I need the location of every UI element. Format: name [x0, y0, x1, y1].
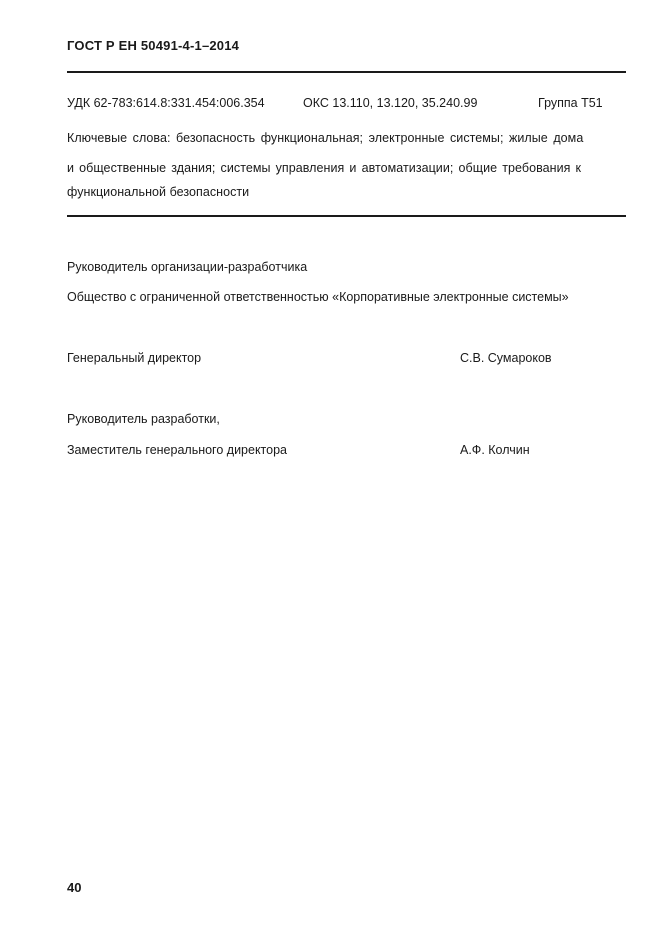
top-divider	[67, 71, 626, 73]
oks-code: ОКС 13.110, 13.120, 35.240.99	[303, 96, 478, 110]
udk-code: УДК 62-783:614.8:331.454:006.354	[67, 96, 265, 110]
general-director-title: Генеральный директор	[67, 351, 202, 365]
keywords-line-2: и общественные здания; системы управления и автоматизации; общие требования к	[67, 161, 582, 175]
keywords-line-1: Ключевые слова: безопасность функциональная; электронные системы; жилые дома	[67, 131, 584, 145]
keywords-line-3: функциональной безопасности	[67, 185, 250, 199]
deputy-director-name: А.Ф. Колчин	[460, 443, 530, 457]
deputy-director-title: Заместитель генерального директора	[67, 443, 288, 457]
group-code: Группа Т51	[538, 96, 603, 110]
development-lead-title: Руководитель разработки,	[67, 412, 220, 426]
general-director-name: С.В. Сумароков	[460, 351, 552, 365]
developer-heading: Руководитель организации-разработчика	[67, 260, 308, 274]
page-number: 40	[67, 880, 82, 895]
organization-name: Общество с ограниченной ответственностью «Корпоративные электронные системы»	[67, 290, 569, 304]
standard-code: ГОСТ Р ЕН 50491-4-1–2014	[67, 38, 240, 53]
bottom-divider	[67, 215, 626, 217]
